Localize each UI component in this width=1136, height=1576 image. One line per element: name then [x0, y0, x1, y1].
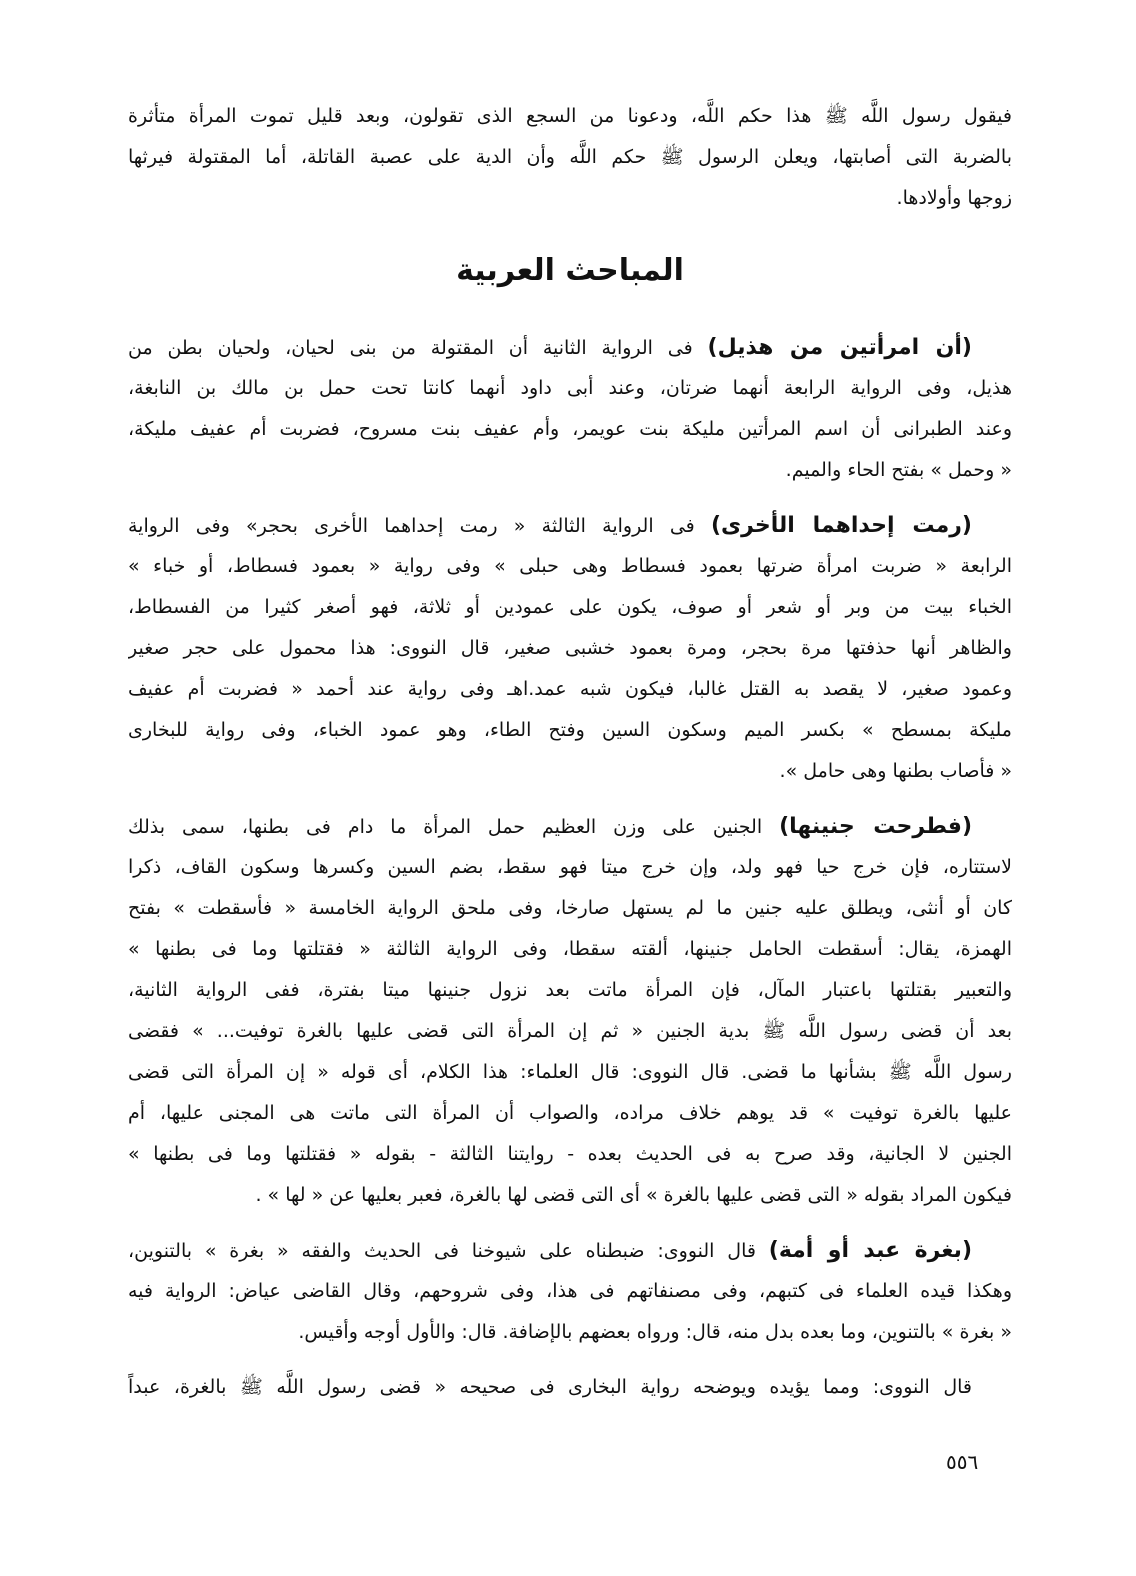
text-line: مليكة بمسطح » بكسر الميم وسكون السين وفتح الطاء، وهو عمود الخباء، وفى رواية للبخارى [128, 719, 1012, 741]
term-heading: (فطرحت جنينها) [779, 814, 972, 839]
term-heading: (أن امرأتين من هذيل) [707, 335, 972, 360]
text-run: فى الرواية الثانية أن المقتولة من بنى لحيان، ولحيان بطن من [128, 337, 708, 359]
text-line [128, 1230, 1012, 1271]
text-line: بعد أن قضى رسول اللَّه ﷺ بدية الجنين « ثم إن المرأة التى قضى عليها بالغرة توفيت... » فقضى [128, 1020, 1012, 1042]
term-heading: (بغرة عبد أو أمة) [768, 1238, 972, 1263]
text-run: الجنين على وزن العظيم حمل المرأة ما دام فى بطنها، سمى بذلك [128, 816, 780, 838]
text-line: وهكذا قيده العلماء فى كتبهم، وفى مصنفاتهم فى هذا، وفى شروحهم، وقال القاضى عياض: الرواية فيه [128, 1280, 1012, 1302]
paragraph-fatarahat [128, 806, 1012, 1216]
intro-paragraph [128, 96, 1012, 219]
text-run: فى الرواية الثالثة « رمت إحداهما الأخرى بحجر» وفى الرواية [128, 515, 711, 537]
text-line: عليها بالغرة توفيت » قد يوهم خلاف مراده، والصواب أن المرأة التى ماتت هى المجنى عليها، أم [128, 1102, 1012, 1124]
text-line: لاستتاره، فإن خرج حيا فهو ولد، وإن خرج ميتا فهو سقط، بضم السين وكسرها وسكون القاف، ذكرا [128, 856, 1012, 878]
text-line: والتعبير بقتلتها باعتبار المآل، فإن المرأة ماتت بعد نزول جنينها ميتا بفترة، ففى الرواية الثانية، [128, 979, 1012, 1001]
text-run: قال النووى: ضبطناه على شيوخنا فى الحديث والفقه « بغرة » بالتنوين، [128, 1240, 769, 1262]
text-line: والظاهر أنها حذفتها مرة بحجر، ومرة بعمود خشبى صغير، قال النووى: هذا محمول على حجر صغير [128, 637, 1012, 659]
text-line: زوجها وأولادها. [896, 187, 1012, 209]
text-line: « بغرة » بالتنوين، وما بعده بدل منه، قال: ورواه بعضهم بالإضافة. قال: والأول أوجه وأقيس. [298, 1321, 1012, 1343]
text-line: قال النووى: ومما يؤيده ويوضحه رواية البخارى فى صحيحه « قضى رسول اللَّه ﷺ بالغرة، عبداً [128, 1376, 972, 1398]
text-line: فيقول رسول اللَّه ﷺ هذا حكم اللَّه، ودعونا من السجع الذى تقولون، وبعد قليل تموت المرأة متأثرة [128, 105, 1012, 127]
text-line: « وحمل » بفتح الحاء والميم. [785, 459, 1012, 481]
text-line [128, 806, 1012, 847]
text-line: الهمزة، يقال: أسقطت الحامل جنينها، ألقته سقطا، وفى الرواية الثالثة « فقتلتها وما فى بطنها » [128, 938, 1012, 960]
text-line [128, 505, 1012, 546]
paragraph-imraatayn [128, 327, 1012, 491]
page-number: ٥٥٦ [946, 1450, 979, 1474]
text-line: الرابعة « ضربت امرأة ضرتها بعمود فسطاط وهى حبلى » وفى رواية « بعمود فسطاط، أو خباء » [128, 555, 1012, 577]
text-line: فيكون المراد بقوله « التى قضى عليها بالغرة » أى التى قضى لها بالغرة، فعبر بعليها عن « لها » . [255, 1184, 1012, 1206]
paragraph-bighurra [128, 1230, 1012, 1353]
text-line: الخباء بيت من وبر أو شعر أو صوف، يكون على عمودين أو ثلاثة، فهو أصغر كثيرا من الفسطاط، [128, 596, 1012, 618]
text-line: هذيل، وفى الرواية الرابعة أنهما ضرتان، وعند أبى داود أنهما كانتا تحت حمل بن مالك بن النابغة، [128, 377, 1012, 399]
section-title: المباحث العربية [456, 253, 684, 288]
text-line: وعند الطبرانى أن اسم المرأتين مليكة بنت عويمر، وأم عفيف بنت مسروح، فضربت أم عفيف مليكة، [128, 418, 1012, 440]
text-line: « فأصاب بطنها وهى حامل ». [779, 760, 1012, 782]
text-line: الجنين لا الجانية، وقد صرح به فى الحديث بعده - روايتنا الثالثة - بقوله « فقتلتها وما فى بطنها » [128, 1143, 1012, 1165]
paragraph-ramat [128, 505, 1012, 792]
text-line: رسول اللَّه ﷺ بشأنها ما قضى. قال النووى: قال العلماء: هذا الكلام، أى قوله « إن المرأة التى قضى [128, 1061, 1012, 1083]
text-line: بالضربة التى أصابتها، ويعلن الرسول ﷺ حكم اللَّه وأن الدية على عصبة القاتلة، أما المقتولة فيرثها [128, 146, 1012, 168]
text-line [128, 327, 1012, 368]
paragraph-nawawi [128, 1367, 1012, 1408]
text-line: وعمود صغير، لا يقصد به القتل غالبا، فيكون شبه عمد.اهـ وفى رواية عند أحمد « فضربت أم عفيف [128, 678, 1012, 700]
term-heading: (رمت إحداهما الأخرى) [710, 513, 972, 538]
document-page [128, 96, 1012, 1422]
text-line: كان أو أنثى، ويطلق عليه جنين ما لم يستهل صارخا، وفى ملحق الرواية الخامسة « فأسقطت » بفتح [128, 897, 1012, 919]
